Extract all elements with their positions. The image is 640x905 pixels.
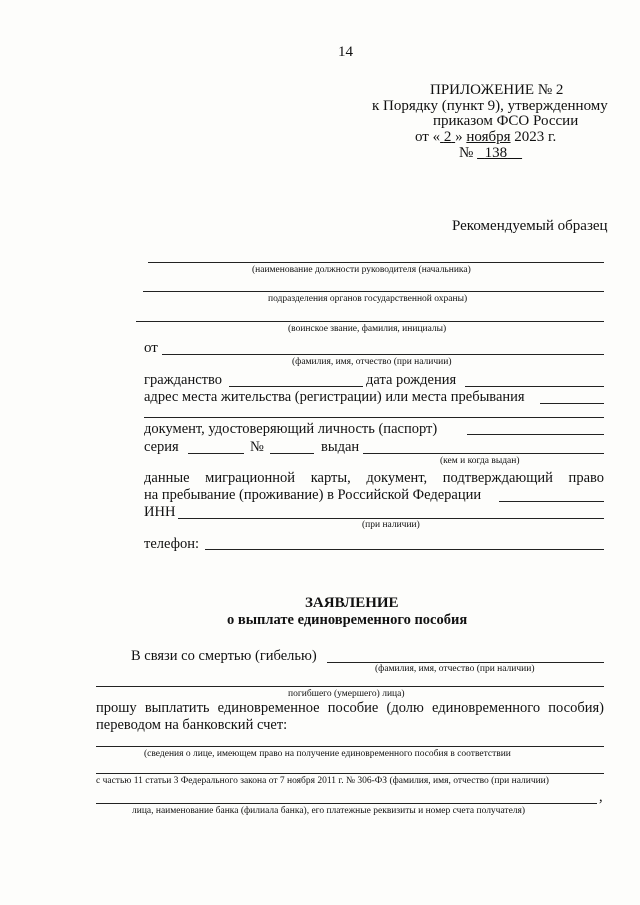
recipient-line-1[interactable] — [96, 746, 604, 747]
caption-info-2: с частью 11 статьи 3 Федерального закона от 7 ноября 2011 г. № 306-ФЗ (фамилия, имя, отчество (при наличии) — [96, 776, 549, 786]
request-line2: переводом на банковский счет: — [96, 717, 288, 733]
issued-label: выдан — [321, 439, 360, 455]
request-line1: прошу выплатить единовременное пособие (долю единовременного пособия) — [96, 700, 604, 716]
statement-subtitle: о выплате единовременного пособия — [227, 612, 468, 628]
rank-line[interactable] — [136, 321, 604, 322]
address-label: адрес места жительства (регистрации) или места пребывания — [144, 389, 525, 405]
migration-line[interactable] — [499, 501, 604, 502]
caption-deceased-2: погибшего (умершего) лица) — [288, 689, 405, 699]
caption-issued: (кем и когда выдан) — [440, 456, 520, 466]
phone-label: телефон: — [144, 536, 200, 552]
citizenship-label: гражданство — [144, 372, 222, 388]
number-sign-label: № — [250, 439, 264, 455]
caption-from: (фамилия, имя, отчество (при наличии) — [292, 357, 452, 367]
migration-line1: данные миграционной карты, документ, подтверждающий право — [144, 470, 604, 486]
date-day: 2 — [443, 129, 452, 145]
appendix-line2: к Порядку (пункт 9), утвержденному — [372, 98, 608, 114]
date-mid: » — [455, 129, 463, 145]
date-month: ноября — [466, 129, 511, 145]
caption-info-1: (сведения о лице, имеющем право на получение единовременного пособия в соответствии — [144, 749, 511, 759]
caption-rank: (воинское звание, фамилия, инициалы) — [288, 324, 447, 334]
caption-deceased: (фамилия, имя, отчество (при наличии) — [375, 664, 535, 674]
number-value: 138 — [484, 145, 508, 161]
id-document-line[interactable] — [467, 434, 604, 435]
inn-line[interactable] — [178, 518, 604, 519]
caption-inn: (при наличии) — [362, 520, 420, 530]
address-line-2[interactable] — [144, 417, 604, 418]
caption-info-3: лица, наименование банка (филиала банка), его платежные реквизиты и номер счета получателя) — [132, 806, 526, 816]
series-label: серия — [144, 439, 179, 455]
inn-label: ИНН — [144, 504, 176, 520]
caption-head-position: (наименование должности руководителя (начальника) — [252, 265, 471, 275]
birth-date-line[interactable] — [465, 386, 604, 387]
head-position-line[interactable] — [148, 262, 604, 263]
phone-line[interactable] — [205, 549, 604, 550]
statement-title: ЗАЯВЛЕНИЕ — [305, 595, 399, 611]
deceased-line-2[interactable] — [96, 686, 604, 687]
birth-date-label: дата рождения — [366, 372, 457, 388]
page-number: 14 — [338, 44, 353, 60]
appendix-line3: приказом ФСО России — [433, 113, 579, 129]
date-prefix: от « — [415, 129, 441, 145]
citizenship-line[interactable] — [229, 386, 363, 387]
subdivision-line[interactable] — [143, 291, 604, 292]
issued-line[interactable] — [363, 453, 604, 454]
migration-line2: на пребывание (проживание) в Российской Федерации — [144, 487, 482, 503]
appendix-date — [415, 129, 556, 146]
caption-subdivision: подразделения органов государственной охраны) — [268, 294, 468, 304]
appendix-number — [459, 145, 522, 162]
death-prefix: В связи со смертью (гибелью) — [131, 648, 317, 664]
appendix-title: ПРИЛОЖЕНИЕ № 2 — [430, 82, 564, 98]
sample-label: Рекомендуемый образец — [452, 218, 608, 234]
date-year: 2023 г. — [514, 129, 557, 145]
recipient-line-3[interactable] — [96, 803, 597, 804]
address-line[interactable] — [540, 403, 604, 404]
from-label: от — [144, 340, 158, 356]
deceased-line[interactable] — [327, 662, 604, 663]
recipient-line-2[interactable] — [96, 773, 604, 774]
number-line[interactable] — [270, 453, 314, 454]
from-line[interactable] — [162, 354, 604, 355]
series-line[interactable] — [188, 453, 244, 454]
id-document-label: документ, удостоверяющий личность (паспорт) — [144, 421, 438, 437]
number-prefix: № — [459, 145, 474, 161]
recipient-comma: , — [599, 789, 603, 805]
